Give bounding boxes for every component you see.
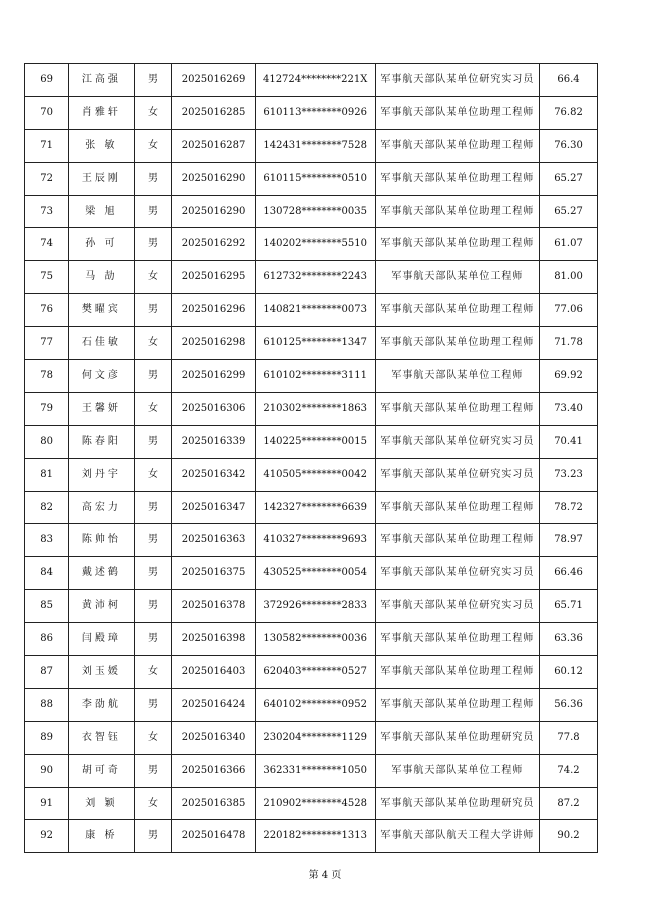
exam-id: 2025016306 xyxy=(172,392,255,425)
row-number: 75 xyxy=(25,261,69,294)
position: 军事航天部队某单位助理工程师 xyxy=(375,623,539,656)
table-row xyxy=(25,360,598,393)
position: 军事航天部队某单位助理工程师 xyxy=(375,195,539,228)
table-row xyxy=(25,754,598,787)
exam-id: 2025016298 xyxy=(172,327,255,360)
row-number: 70 xyxy=(25,96,69,129)
exam-id: 2025016398 xyxy=(172,623,255,656)
candidate-name: 李劭航 xyxy=(69,688,134,721)
row-number: 92 xyxy=(25,820,69,853)
score: 65.27 xyxy=(540,162,598,195)
row-number: 91 xyxy=(25,787,69,820)
table-row xyxy=(25,688,598,721)
row-number: 73 xyxy=(25,195,69,228)
id-number: 140225********0015 xyxy=(255,425,375,458)
row-number: 81 xyxy=(25,458,69,491)
exam-id: 2025016299 xyxy=(172,360,255,393)
score: 78.72 xyxy=(540,491,598,524)
table-row xyxy=(25,557,598,590)
table-body xyxy=(25,64,598,853)
table-row xyxy=(25,820,598,853)
candidate-gender: 女 xyxy=(134,129,172,162)
score: 63.36 xyxy=(540,623,598,656)
candidate-name: 衣智钰 xyxy=(69,721,134,754)
candidate-gender: 女 xyxy=(134,458,172,491)
position: 军事航天部队某单位助理工程师 xyxy=(375,392,539,425)
exam-id: 2025016295 xyxy=(172,261,255,294)
candidate-table xyxy=(24,63,598,853)
position: 军事航天部队某单位助理工程师 xyxy=(375,162,539,195)
table-row xyxy=(25,656,598,689)
candidate-gender: 女 xyxy=(134,392,172,425)
score: 71.78 xyxy=(540,327,598,360)
position: 军事航天部队某单位助理工程师 xyxy=(375,228,539,261)
row-number: 76 xyxy=(25,294,69,327)
row-number: 74 xyxy=(25,228,69,261)
id-number: 130728********0035 xyxy=(255,195,375,228)
row-number: 71 xyxy=(25,129,69,162)
exam-id: 2025016375 xyxy=(172,557,255,590)
table-row xyxy=(25,294,598,327)
id-number: 220182********1313 xyxy=(255,820,375,853)
id-number: 362331********1050 xyxy=(255,754,375,787)
candidate-name: 陈春阳 xyxy=(69,425,134,458)
position: 军事航天部队某单位助理工程师 xyxy=(375,327,539,360)
table-row xyxy=(25,327,598,360)
candidate-gender: 男 xyxy=(134,623,172,656)
table-row xyxy=(25,524,598,557)
exam-id: 2025016385 xyxy=(172,787,255,820)
candidate-gender: 男 xyxy=(134,162,172,195)
candidate-gender: 女 xyxy=(134,261,172,294)
candidate-gender: 男 xyxy=(134,524,172,557)
candidate-name: 王馨妍 xyxy=(69,392,134,425)
row-number: 78 xyxy=(25,360,69,393)
position: 军事航天部队某单位助理研究员 xyxy=(375,721,539,754)
candidate-name: 康 桥 xyxy=(69,820,134,853)
id-number: 610113********0926 xyxy=(255,96,375,129)
id-number: 372926********2833 xyxy=(255,590,375,623)
candidate-name: 肖雅轩 xyxy=(69,96,134,129)
candidate-gender: 女 xyxy=(134,96,172,129)
exam-id: 2025016285 xyxy=(172,96,255,129)
id-number: 142327********6639 xyxy=(255,491,375,524)
table-row xyxy=(25,64,598,97)
score: 78.97 xyxy=(540,524,598,557)
candidate-name: 胡可奇 xyxy=(69,754,134,787)
score: 65.27 xyxy=(540,195,598,228)
exam-id: 2025016378 xyxy=(172,590,255,623)
table-row xyxy=(25,623,598,656)
row-number: 89 xyxy=(25,721,69,754)
score: 74.2 xyxy=(540,754,598,787)
candidate-gender: 男 xyxy=(134,195,172,228)
candidate-gender: 男 xyxy=(134,754,172,787)
candidate-name: 何文彦 xyxy=(69,360,134,393)
exam-id: 2025016290 xyxy=(172,195,255,228)
score: 70.41 xyxy=(540,425,598,458)
table-row xyxy=(25,162,598,195)
id-number: 412724********221X xyxy=(255,64,375,97)
candidate-name: 闫殿璋 xyxy=(69,623,134,656)
id-number: 610125********1347 xyxy=(255,327,375,360)
row-number: 84 xyxy=(25,557,69,590)
candidate-name: 孙 可 xyxy=(69,228,134,261)
position: 军事航天部队某单位研究实习员 xyxy=(375,425,539,458)
candidate-name: 刘 颖 xyxy=(69,787,134,820)
candidate-gender: 男 xyxy=(134,557,172,590)
score: 66.4 xyxy=(540,64,598,97)
position: 军事航天部队某单位工程师 xyxy=(375,754,539,787)
id-number: 610102********3111 xyxy=(255,360,375,393)
table-row xyxy=(25,129,598,162)
id-number: 620403********0527 xyxy=(255,656,375,689)
candidate-gender: 男 xyxy=(134,491,172,524)
candidate-gender: 女 xyxy=(134,787,172,820)
candidate-gender: 男 xyxy=(134,688,172,721)
id-number: 142431********7528 xyxy=(255,129,375,162)
id-number: 612732********2243 xyxy=(255,261,375,294)
table-row xyxy=(25,261,598,294)
position: 军事航天部队航天工程大学讲师 xyxy=(375,820,539,853)
position: 军事航天部队某单位工程师 xyxy=(375,360,539,393)
id-number: 140821********0073 xyxy=(255,294,375,327)
candidate-name: 马 劼 xyxy=(69,261,134,294)
id-number: 610115********0510 xyxy=(255,162,375,195)
table-row xyxy=(25,721,598,754)
row-number: 82 xyxy=(25,491,69,524)
candidate-gender: 女 xyxy=(134,656,172,689)
position: 军事航天部队某单位助理工程师 xyxy=(375,688,539,721)
table-row xyxy=(25,392,598,425)
candidate-gender: 男 xyxy=(134,590,172,623)
candidate-name: 樊曜宾 xyxy=(69,294,134,327)
row-number: 69 xyxy=(25,64,69,97)
candidate-gender: 女 xyxy=(134,721,172,754)
id-number: 210302********1863 xyxy=(255,392,375,425)
exam-id: 2025016296 xyxy=(172,294,255,327)
exam-id: 2025016366 xyxy=(172,754,255,787)
exam-id: 2025016292 xyxy=(172,228,255,261)
score: 76.82 xyxy=(540,96,598,129)
candidate-gender: 男 xyxy=(134,64,172,97)
candidate-name: 王辰刚 xyxy=(69,162,134,195)
id-number: 410327********9693 xyxy=(255,524,375,557)
score: 77.8 xyxy=(540,721,598,754)
score: 65.71 xyxy=(540,590,598,623)
row-number: 80 xyxy=(25,425,69,458)
score: 81.00 xyxy=(540,261,598,294)
table-row xyxy=(25,458,598,491)
position: 军事航天部队某单位研究实习员 xyxy=(375,64,539,97)
exam-id: 2025016269 xyxy=(172,64,255,97)
score: 69.92 xyxy=(540,360,598,393)
row-number: 79 xyxy=(25,392,69,425)
position: 军事航天部队某单位助理工程师 xyxy=(375,96,539,129)
row-number: 86 xyxy=(25,623,69,656)
exam-id: 2025016424 xyxy=(172,688,255,721)
position: 军事航天部队某单位助理工程师 xyxy=(375,491,539,524)
candidate-name: 戴述鹤 xyxy=(69,557,134,590)
exam-id: 2025016403 xyxy=(172,656,255,689)
candidate-gender: 男 xyxy=(134,228,172,261)
position: 军事航天部队某单位助理研究员 xyxy=(375,787,539,820)
position: 军事航天部队某单位助理工程师 xyxy=(375,524,539,557)
candidate-name: 高宏力 xyxy=(69,491,134,524)
candidate-gender: 男 xyxy=(134,820,172,853)
score: 66.46 xyxy=(540,557,598,590)
position: 军事航天部队某单位助理工程师 xyxy=(375,294,539,327)
position: 军事航天部队某单位工程师 xyxy=(375,261,539,294)
candidate-name: 张 敏 xyxy=(69,129,134,162)
score: 90.2 xyxy=(540,820,598,853)
candidate-name: 江高强 xyxy=(69,64,134,97)
position: 军事航天部队某单位助理工程师 xyxy=(375,656,539,689)
candidate-name: 黄沛柯 xyxy=(69,590,134,623)
table-row xyxy=(25,228,598,261)
table-row xyxy=(25,590,598,623)
score: 60.12 xyxy=(540,656,598,689)
score: 61.07 xyxy=(540,228,598,261)
position: 军事航天部队某单位助理工程师 xyxy=(375,129,539,162)
id-number: 140202********5510 xyxy=(255,228,375,261)
candidate-name: 陈帅怡 xyxy=(69,524,134,557)
position: 军事航天部队某单位研究实习员 xyxy=(375,557,539,590)
score: 76.30 xyxy=(540,129,598,162)
exam-id: 2025016339 xyxy=(172,425,255,458)
candidate-gender: 男 xyxy=(134,294,172,327)
exam-id: 2025016290 xyxy=(172,162,255,195)
page-number: 第 4 页 xyxy=(308,870,342,881)
position: 军事航天部队某单位研究实习员 xyxy=(375,458,539,491)
table-row xyxy=(25,491,598,524)
row-number: 85 xyxy=(25,590,69,623)
score: 73.40 xyxy=(540,392,598,425)
candidate-gender: 男 xyxy=(134,360,172,393)
exam-id: 2025016287 xyxy=(172,129,255,162)
score: 77.06 xyxy=(540,294,598,327)
table-row xyxy=(25,787,598,820)
candidate-name: 刘玉媛 xyxy=(69,656,134,689)
id-number: 130582********0036 xyxy=(255,623,375,656)
exam-id: 2025016478 xyxy=(172,820,255,853)
id-number: 210902********4528 xyxy=(255,787,375,820)
id-number: 640102********0952 xyxy=(255,688,375,721)
row-number: 88 xyxy=(25,688,69,721)
candidate-name: 刘丹宇 xyxy=(69,458,134,491)
candidate-name: 石佳敏 xyxy=(69,327,134,360)
id-number: 410505********0042 xyxy=(255,458,375,491)
row-number: 77 xyxy=(25,327,69,360)
row-number: 83 xyxy=(25,524,69,557)
id-number: 430525********0054 xyxy=(255,557,375,590)
candidate-gender: 女 xyxy=(134,327,172,360)
table-row xyxy=(25,425,598,458)
position: 军事航天部队某单位研究实习员 xyxy=(375,590,539,623)
candidate-name: 梁 旭 xyxy=(69,195,134,228)
exam-id: 2025016347 xyxy=(172,491,255,524)
exam-id: 2025016342 xyxy=(172,458,255,491)
score: 56.36 xyxy=(540,688,598,721)
row-number: 90 xyxy=(25,754,69,787)
score: 87.2 xyxy=(540,787,598,820)
table-row xyxy=(25,195,598,228)
id-number: 230204********1129 xyxy=(255,721,375,754)
exam-id: 2025016340 xyxy=(172,721,255,754)
table-row xyxy=(25,96,598,129)
exam-id: 2025016363 xyxy=(172,524,255,557)
score: 73.23 xyxy=(540,458,598,491)
row-number: 87 xyxy=(25,656,69,689)
candidate-gender: 男 xyxy=(134,425,172,458)
row-number: 72 xyxy=(25,162,69,195)
